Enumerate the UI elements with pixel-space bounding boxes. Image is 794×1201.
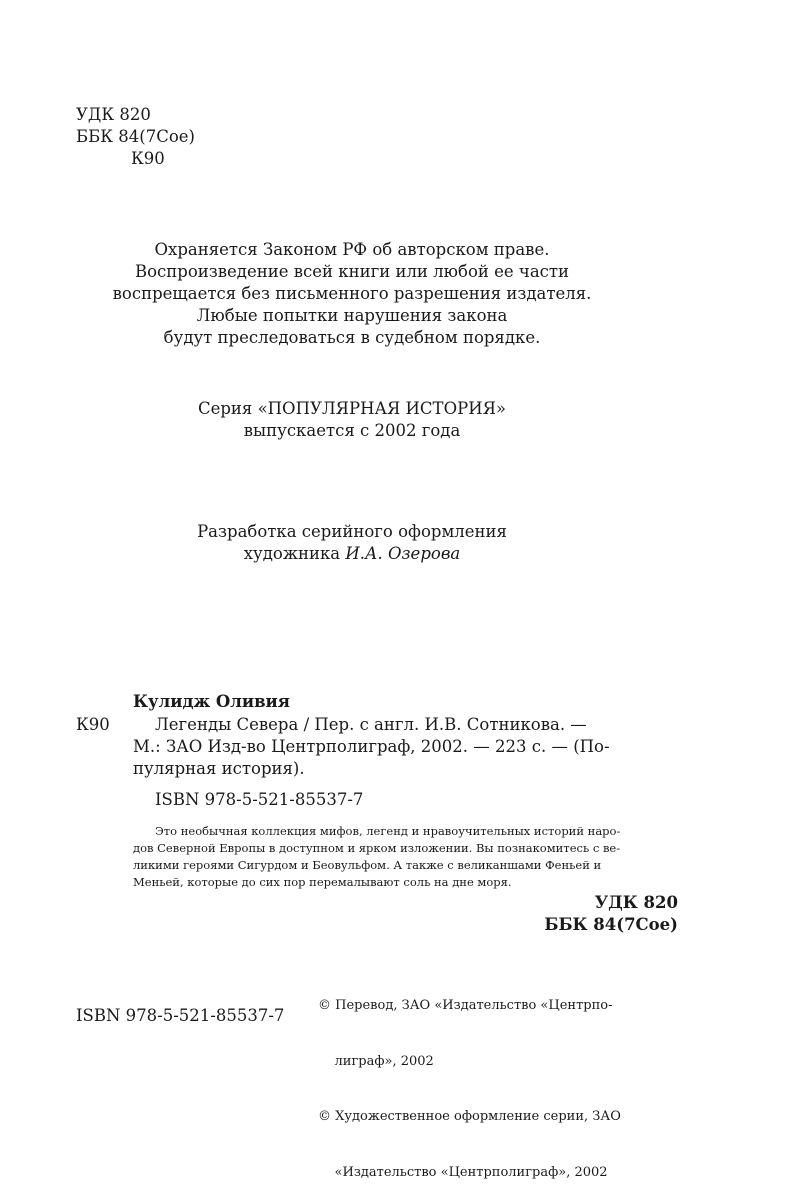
copyright-notice-line: будут преследоваться в судебном порядке. [163,328,541,347]
copyright-notice-line: воспрещается без письменного разрешения издателя. [112,284,592,303]
design-credit-artist-line [76,543,628,565]
copyright-notice-line: Охраняется Законом РФ об авторском праве. [154,240,550,259]
catalog-code: К90 [76,715,110,734]
udk-top: УДК 820 [76,105,151,124]
footer-copyrights [318,960,621,1201]
series-since: выпускается с 2002 года [243,421,461,440]
catalog-description-line: М.: ЗАО Изд-во Центрполиграф, 2002. — 223 с. — (По- [133,737,610,756]
annotation-line: дов Северной Европы в доступном и ярком изложении. Вы познакомитесь с ве- [133,841,621,855]
catalog-author: Кулидж Оливия [133,692,290,711]
annotation [133,823,620,891]
artist-name: И.А. Озерова [345,544,461,563]
udk-bottom: УДК 820 [594,893,678,912]
footer-isbn: ISBN 978-5-521-85537-7 [76,1006,285,1025]
annotation-line: Это необычная коллекция мифов, легенд и нравоучительных историй наро- [155,824,621,838]
annotation-line: ликими героями Сигурдом и Беовульфом. А также с великаншами Феньей и [133,858,602,872]
annotation-line: Меньей, которые до сих пор перемалывают соль на дне моря. [133,875,512,889]
catalog-description [133,714,610,780]
catalog-isbn: ISBN 978-5-521-85537-7 [155,790,364,809]
series-info [76,398,628,442]
design-credit [76,521,628,565]
design-credit-line: Разработка серийного оформления [197,522,507,541]
bbk-top: ББК 84(7Сое) [76,127,195,146]
copyright-notice-line: Любые попытки нарушения закона [196,306,508,325]
copyright-notice [76,239,628,349]
catalog-description-line: Легенды Севера / Пер. с англ. И.В. Сотникова. — [155,715,587,734]
design-credit-prefix: художника [243,544,341,563]
copyright-translation-line: лиграф», 2002 [318,1053,434,1069]
copyright-translation-line: © Перевод, ЗАО «Издательство «Центрпо- [318,998,613,1013]
bbk-bottom: ББК 84(7Сое) [544,915,678,934]
copyright-design-line: © Художественное оформление серии, ЗАО [318,1109,621,1124]
series-title: Серия «ПОПУЛЯРНАЯ ИСТОРИЯ» [197,399,507,418]
copyright-notice-line: Воспроизведение всей книги или любой ее части [134,262,570,281]
author-code-top: К90 [131,149,165,168]
copyright-design-line: «Издательство «Центрполиграф», 2002 [318,1164,608,1180]
catalog-description-line: пулярная история). [133,759,305,778]
